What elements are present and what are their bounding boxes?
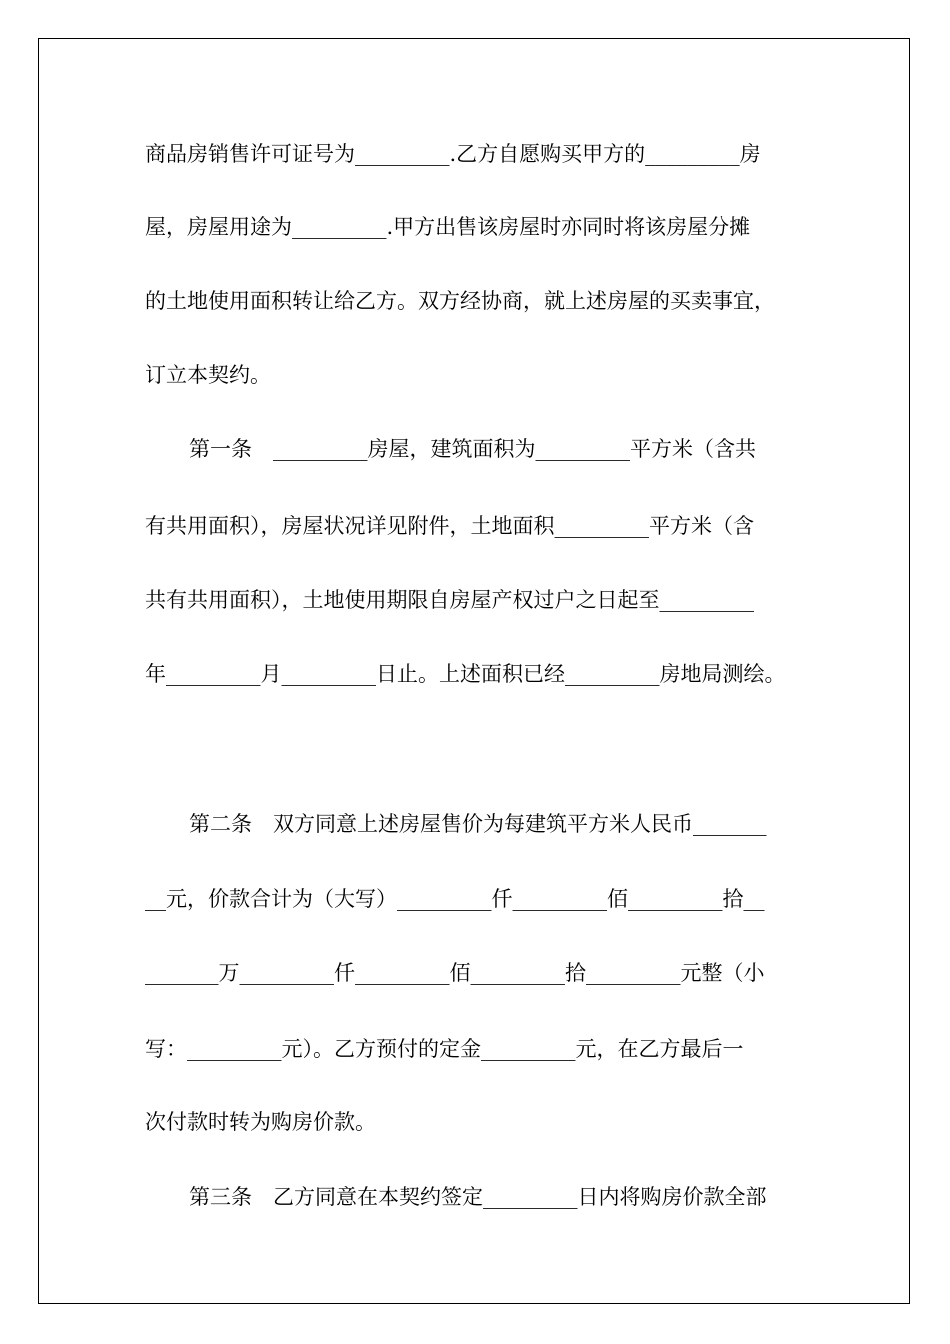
paragraph-intro-line: 商品房销售许可证号为_________.乙方自愿购买甲方的_________房: [145, 142, 761, 166]
article-1-line: 第一条 _________房屋，建筑面积为_________平方米（含共: [189, 437, 756, 461]
article-2-line: 次付款时转为购房价款。: [145, 1110, 376, 1134]
paragraph-intro-line: 屋，房屋用途为_________.甲方出售该房屋时亦同时将该房屋分摊: [145, 215, 751, 239]
article-2-line: 写：_________元）。乙方预付的定金_________元，在乙方最后一: [145, 1037, 744, 1061]
article-2-line: 第二条 双方同意上述房屋售价为每建筑平方米人民币_______: [189, 812, 767, 836]
article-1-line: 年_________月_________日止。上述面积已经_________房地局测绘。: [145, 662, 786, 686]
article-2-line: __元，价款合计为（大写）_________仟_________佰_________拾__: [145, 887, 765, 911]
paragraph-intro-line: 订立本契约。: [145, 363, 271, 387]
article-2-line: _______万_________仟_________佰_________拾_________元整（小: [145, 961, 765, 985]
article-1-line: 有共用面积），房屋状况详见附件，土地面积_________平方米（含: [145, 514, 754, 538]
article-3-line: 第三条 乙方同意在本契约签定_________日内将购房价款全部: [189, 1185, 767, 1209]
paragraph-intro-line: 的土地使用面积转让给乙方。双方经协商，就上述房屋的买卖事宜，: [145, 289, 775, 313]
article-1-line: 共有共用面积），土地使用期限自房屋产权过户之日起至_________: [145, 588, 754, 612]
